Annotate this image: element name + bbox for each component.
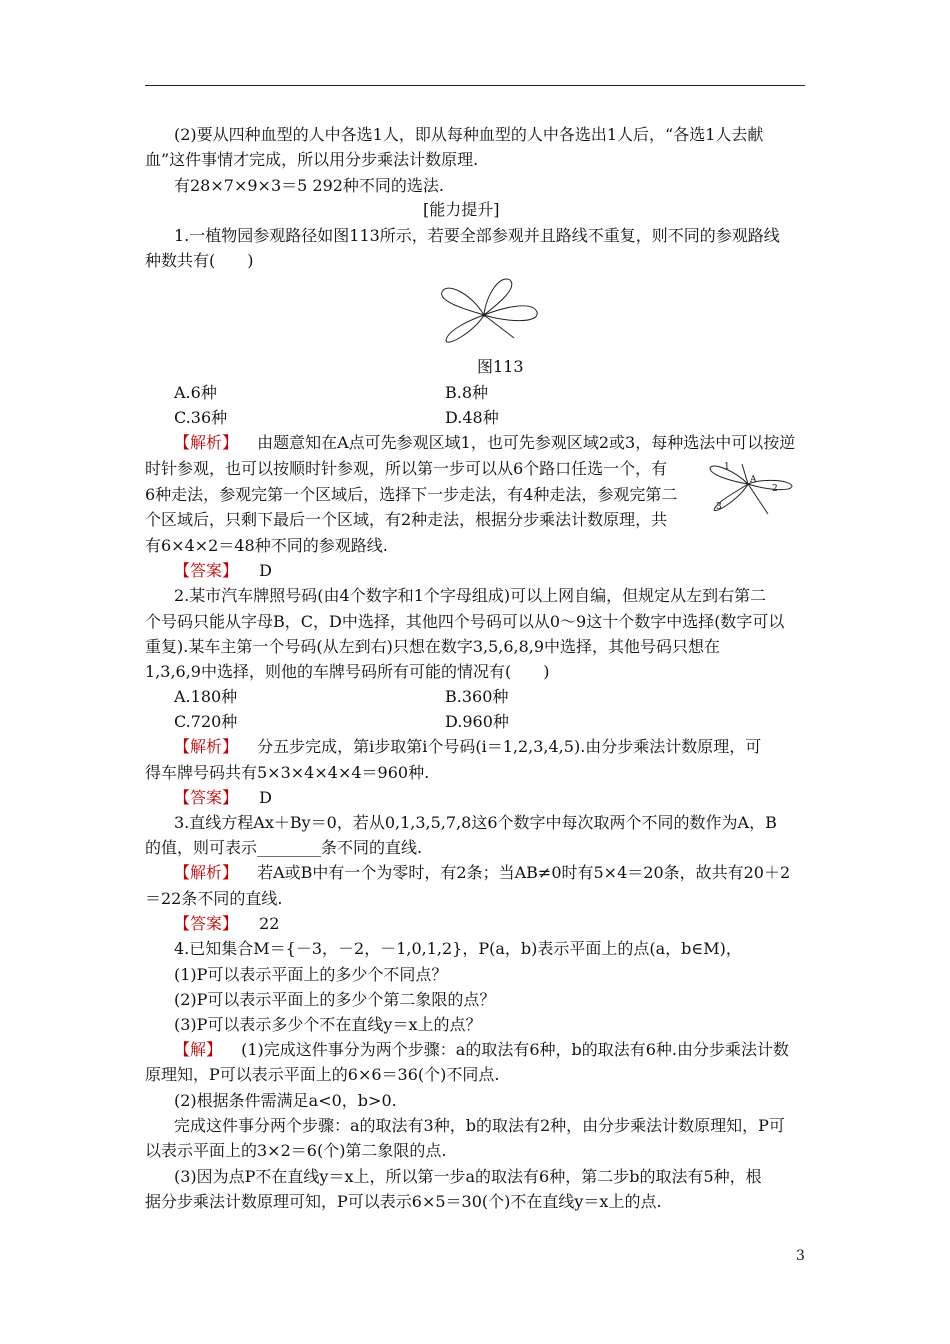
q4-line1: 4.已知集合M＝{－3，－2，－1,0,1,2}，P(a，b)表示平面上的点(a，b∈M)， <box>174 939 742 958</box>
q2-option-c: C.720种 <box>174 712 238 731</box>
section-title: [能力提升] <box>423 200 500 219</box>
q2-analysis-tag: 【解析】 <box>174 737 239 756</box>
q1-side-figure <box>706 452 798 522</box>
q2-answer: D <box>259 788 272 807</box>
q3-line1: 3.直线方程Ax＋By＝0，若从0,1,3,5,7,8这6个数字中每次取两个不同的数作为A，B <box>174 813 777 832</box>
q4-line4: (3)P可以表示多少个不在直线y＝x上的点？ <box>174 1015 482 1034</box>
page-number: 3 <box>796 1248 805 1264</box>
q1-analysis-tag: 【解析】 <box>174 433 239 452</box>
q1-analysis-line5: 有6×4×2＝48种不同的参观路线. <box>145 536 388 555</box>
q2-option-a: A.180种 <box>174 687 238 706</box>
q4-solution-line1: (1)完成这件事分为两个步骤：a的取法有6种，b的取法有6种.由分步乘法计数 <box>241 1040 790 1059</box>
q2-line3: 重复).某车主第一个号码(从左到右)只想在数字3,5,6,8,9中选择，其他号码只想在 <box>145 637 721 656</box>
intro-p2-line3: 有28×7×9×3＝5 292种不同的选法. <box>174 176 445 195</box>
q1-line1: 1.一植物园参观路径如图113所示，若要全部参观并且路线不重复，则不同的参观路线 <box>174 226 780 245</box>
q4-line2: (1)P可以表示平面上的多少个不同点？ <box>174 965 448 984</box>
q1-option-a: A.6种 <box>174 383 217 402</box>
q4-solution-tag: 【解】 <box>174 1040 223 1059</box>
q2-line4: 1,3,6,9中选择，则他的车牌号码所有可能的情况有( ) <box>145 662 550 681</box>
q1-answer: D <box>259 561 272 580</box>
q4-line3: (2)P可以表示平面上的多少个第二象限的点？ <box>174 990 496 1009</box>
q1-option-d: D.48种 <box>445 408 499 427</box>
q1-analysis-line1: 由题意知在A点可先参观区域1，也可先参观区域2或3，每种选法中可以按逆 <box>257 433 796 452</box>
side-figure-label-2: 2 <box>772 484 778 494</box>
q1-answer-tag: 【答案】 <box>174 561 239 580</box>
q2-analysis-line2: 得车牌号码共有5×3×4×4×4＝960种. <box>145 763 430 782</box>
side-figure-label-1: 1 <box>724 462 730 472</box>
side-figure-label-a: A <box>750 475 757 485</box>
q4-solution-line3: (2)根据条件需满足a<0，b>0. <box>174 1091 397 1110</box>
q2-line1: 2.某市汽车牌照号码(由4个数字和1个字母组成)可以上网自编，但规定从左到右第二 <box>174 586 767 605</box>
q2-option-d: D.960种 <box>445 712 509 731</box>
q4-solution-line4: 完成这件事分两个步骤：a的取法有3种，b的取法有2种，由分步乘法计数原理知，P可 <box>174 1116 785 1135</box>
header-rule <box>145 85 805 86</box>
q1-analysis-line4: 个区域后，只剩下最后一个区域，有2种走法，根据分步乘法计数原理，共 <box>145 510 668 529</box>
q4-solution-line7: 据分步乘法计数原理可知，P可以表示6×5＝30(个)不在直线y＝x上的点. <box>145 1192 662 1211</box>
q4-solution-line6: (3)因为点P不在直线y＝x上，所以第一步a的取法有6种，第二步b的取法有5种，根 <box>174 1167 762 1186</box>
intro-p2-line1: (2)要从四种血型的人中各选1人，即从每种血型的人中各选出1人后，“各选1人去献 <box>174 125 764 144</box>
intro-p2-line2: 血”这件事情才完成，所以用分步乘法计数原理. <box>145 150 479 169</box>
q1-analysis-line2: 时针参观，也可以按顺时针参观，所以第一步可以从6个路口任选一个，有 <box>145 459 668 478</box>
q3-analysis-tag: 【解析】 <box>174 863 239 882</box>
q1-option-b: B.8种 <box>445 383 489 402</box>
q1-figure-caption: 图113 <box>477 357 524 376</box>
q1-figure <box>440 270 544 348</box>
q3-answer-tag: 【答案】 <box>174 914 239 933</box>
q2-answer-tag: 【答案】 <box>174 788 239 807</box>
q1-analysis-line3: 6种走法，参观完第一个区域后，选择下一步走法，有4种走法，参观完第二 <box>145 485 678 504</box>
q4-solution-line2: 原理知，P可以表示平面上的6×6＝36(个)不同点. <box>145 1065 500 1084</box>
q3-line2: 的值，则可表示________条不同的直线. <box>145 838 423 857</box>
side-figure-label-3: 3 <box>716 502 722 512</box>
q3-answer: 22 <box>259 914 280 933</box>
q1-option-c: C.36种 <box>174 408 228 427</box>
q2-analysis-line1: 分五步完成，第i步取第i个号码(i＝1,2,3,4,5).由分步乘法计数原理，可 <box>257 737 762 756</box>
q4-solution-line5: 以表示平面上的3×2＝6(个)第二象限的点. <box>145 1141 447 1160</box>
q1-line2: 种数共有( ) <box>145 251 254 270</box>
q3-analysis-line2: ＝22条不同的直线. <box>145 889 283 908</box>
q2-option-b: B.360种 <box>445 687 509 706</box>
q2-line2: 个号码只能从字母B，C，D中选择，其他四个号码可以从0～9这十个数字中选择(数字可以 <box>145 612 785 631</box>
q3-analysis-line1: 若A或B中有一个为零时，有2条；当AB≠0时有5×4＝20条，故共有20＋2 <box>257 863 791 882</box>
